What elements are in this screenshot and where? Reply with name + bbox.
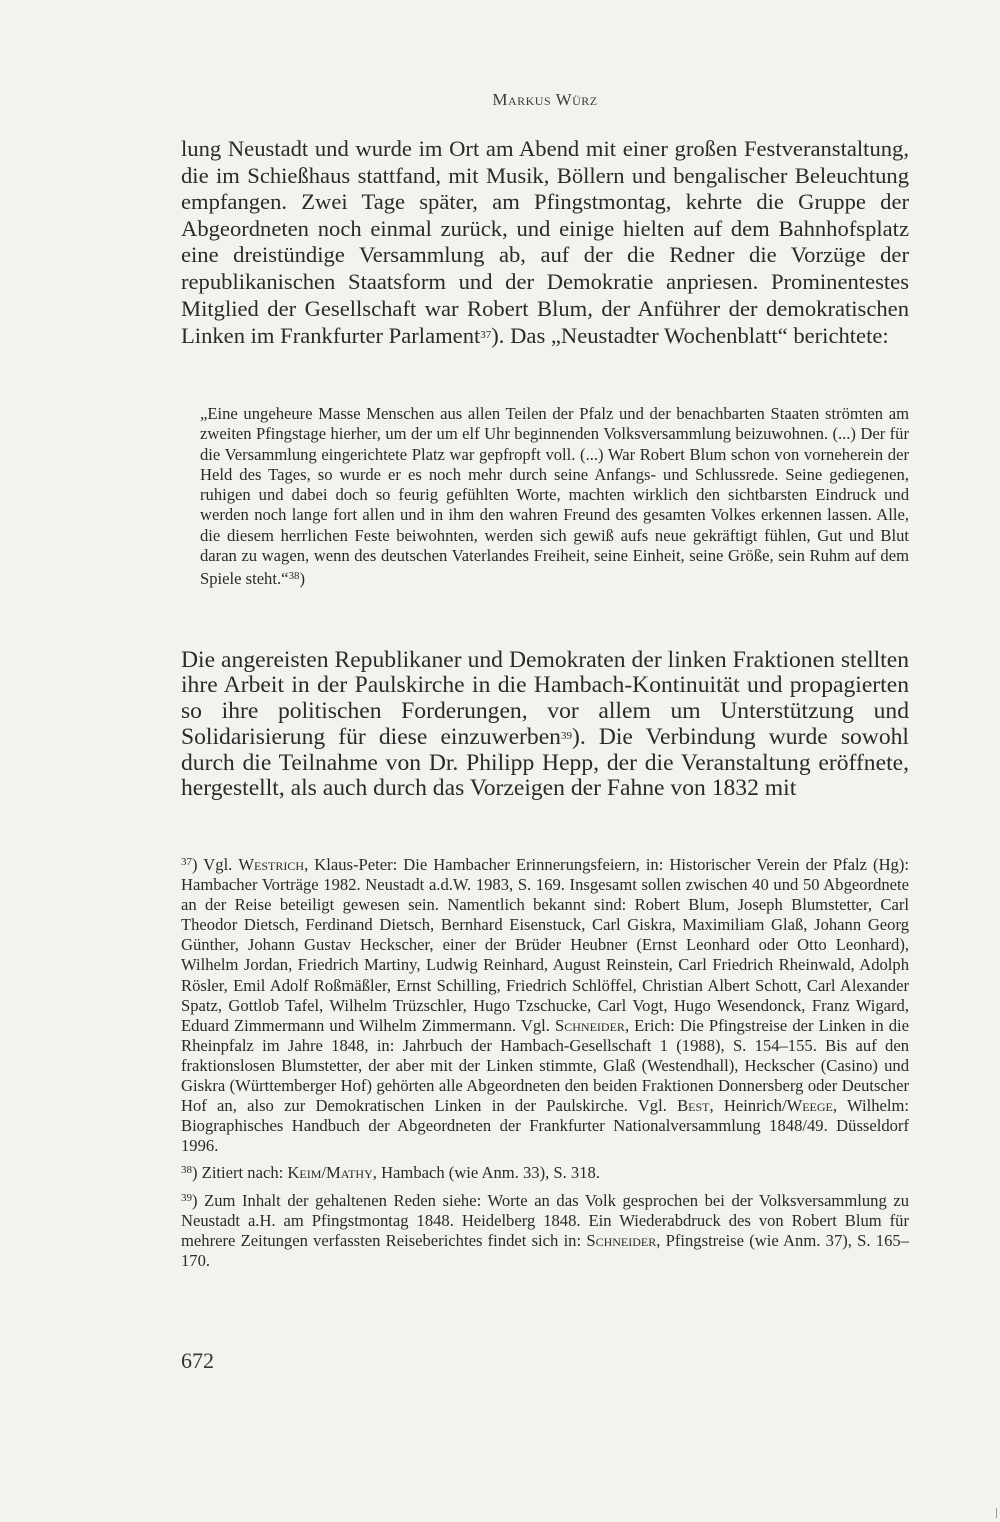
page-number: 672	[181, 1348, 214, 1373]
paragraph-1-text: lung Neustadt und wurde im Ort am Abend mit einer großen Festveranstaltung, die im Schießhaus stattfand, mit Musik, Böllern und bengalischer Beleuchtung empfangen. Zwei Tage später, am Pfingstmontag, kehrte die Gruppe der Abgeordneten noch einmal zurück, und einige hielten auf dem Bahnhofsplatz eine dreistündige Versammlung ab, auf der die Redner die Vorzüge der republikanischen Staatsform und der Demokratie anpriesen. Prominentestes Mitglied der Gesellschaft war Robert Blum, der Anführer der demokratischen Linken im Frankfurter Parlament	[181, 136, 909, 349]
footnote-paren: )	[192, 1190, 198, 1210]
author-name: Westrich	[238, 855, 305, 874]
footnote-text: , Wilhelm: Biographisches Handbuch der Abgeordneten der Frankfurter Nationalversammlung 1848/49. Düsseldorf 1996.	[181, 1096, 909, 1156]
footnote-39	[181, 1188, 909, 1271]
quote-tail: )	[299, 569, 306, 589]
footnote-text: Vgl.	[197, 855, 239, 874]
author-separator: /	[321, 1163, 326, 1183]
footnote-37	[181, 852, 909, 1156]
footnote-paren: )	[192, 855, 198, 874]
footnote-text: , Hambach (wie Anm. 33), S. 318.	[372, 1163, 600, 1183]
crop-mark	[996, 1508, 997, 1518]
author-name: Schneider	[586, 1230, 657, 1250]
footnote-ref-37[interactable]: 37	[480, 329, 492, 342]
footnote-text: Zum Inhalt der gehaltenen Reden siehe: Worte an das Volk gesprochen bei der Volksversammlung zu Neustadt a.H. am Pfingstmontag 1848. Heidelberg 1848. Ein Wiederabdruck des von Robert Blum für mehrere Zeitungen verfassten Reiseberichtes findet sich in:	[181, 1190, 909, 1250]
author-name: Weege	[786, 1096, 833, 1116]
footnote-text: , Pfingstreise (wie Anm. 37), S. 165–170.	[181, 1230, 909, 1270]
footnote-text: , Heinrich/	[709, 1096, 787, 1116]
footnote-text: , Klaus-Peter: Die Hambacher Erinnerungsfeiern, in: Historischer Verein der Pfalz (Hg): Hambacher Vorträge 1982. Neustadt a.d.W. 1983, S. 169. Insgesamt sollen zwischen 40 und 50 Abgeordnete an der Reise beteiligt gewesen sein. Namentlich bekannt sind: Robert Blum, Joseph Blumstetter, Carl Theodor Dietsch, Ferdinand Dietsch, Bernhard Eisenstuck, Carl Giskra, Maximiliam Glaß, Johann Georg Günther, Johann Gustav Heckscher, einer der Brüder Heubner (Ernst Leonhard oder Otto Leonhard), Wilhelm Jordan, Friedrich Martiny, Ludwig Reinhard, August Reinstein, Carl Friedrich Rheinwald, Adolph Rösler, Emil Adolf Roßmäßler, Ernst Schilling, Friedrich Schlöffel, Christian Albert Schott, Carl Alexander Spatz, Gottlob Tafel, Wilhelm Trüzschler, Hugo Tzschucke, Carl Vogt, Hugo Wesendonck, Franz Wigard, Eduard Zimmermann und Wilhelm Zimmermann. Vgl.	[181, 855, 909, 1035]
body-paragraph-2	[181, 648, 909, 801]
paragraph-1-tail: ). Das „Neustadter Wochenblatt“ berichtete:	[491, 323, 889, 349]
paragraph-2-text: Die angereisten Republikaner und Demokraten der linken Fraktionen stellten ihre Arbeit in der Paulskirche in die Hambach-Kontinuität und propagierten so ihre politischen Forderungen, vor allem um Unterstützung und Solidarisierung für diese einzuwerben	[181, 647, 909, 751]
footnote-text: Zitiert nach:	[197, 1163, 288, 1183]
footnote-ref-38[interactable]: 38	[288, 570, 300, 583]
author-name: Schneider	[555, 1015, 625, 1035]
footnote-ref-39[interactable]: 39	[560, 730, 572, 743]
quote-text: „Eine ungeheure Masse Menschen aus allen Teilen der Pfalz und der benachbarten Staaten strömten am zweiten Pfingstage hierher, um der um elf Uhr beginnenden Volksversammlung beizuwohnen. (...) Der für die Versammlung eingerichtete Platz war gepfropft voll. (...) War Robert Blum schon von vorneherein der Held des Tages, so wurde er es noch mehr durch seine Anfangs- und Schlussrede. Seine gediegenen, ruhigen und dabei doch so feurig gefühlten Worte, machten wirklich den sichtbarsten Eindruck und werden noch lange fort allen und in ihm den wahren Freund des gesamten Volkes erkennen lassen. Alle, die diesem herrlichen Feste beiwohnten, werden sich gewiß aufs neue gekräftigt fühlen, Gut und Blut daran zu wagen, wenn des deutschen Vaterlandes Freiheit, seine Einheit, seine Größe, sein Ruhm auf dem Spiele steht.“	[200, 404, 909, 589]
running-head-first-name: Markus	[492, 90, 552, 109]
footnote-number: 39	[181, 1191, 192, 1204]
author-name: Keim	[287, 1163, 322, 1183]
footnote-paren: )	[192, 1163, 198, 1183]
block-quote	[200, 404, 909, 590]
paragraph-2-tail: ). Die Verbindung wurde sowohl durch die Teilnahme von Dr. Philipp Hepp, der die Veranstaltung eröffnete, hergestellt, als auch durch das Vorzeigen der Fahne von 1832 mit	[181, 724, 909, 802]
body-paragraph-1	[181, 136, 909, 350]
footnote-number: 37	[181, 856, 192, 868]
author-name: Best	[677, 1096, 710, 1116]
footnotes	[181, 852, 909, 1275]
footnote-number: 38	[181, 1164, 192, 1177]
footnote-38	[181, 1160, 909, 1183]
running-head	[181, 90, 909, 110]
footnote-text: , Erich: Die Pfingstreise der Linken in die Rheinpfalz im Jahre 1848, in: Jahrbuch der Hambach-Gesellschaft 1 (1988), S. 154–155. Bis auf den fraktionslosen Blumstetter, der aber mit der Linken stimmte, Glaß (Westendhall), Heckscher (Casino) und Giskra (Württemberger Hof) gehörten alle Abgeordneten den beiden Fraktionen Donnersberg oder Deutscher Hof an, also zur Demokratischen Linken in der Paulskirche. Vgl.	[181, 1015, 909, 1116]
running-head-last-name: Würz	[555, 90, 598, 109]
author-name: Mathy	[326, 1163, 373, 1183]
